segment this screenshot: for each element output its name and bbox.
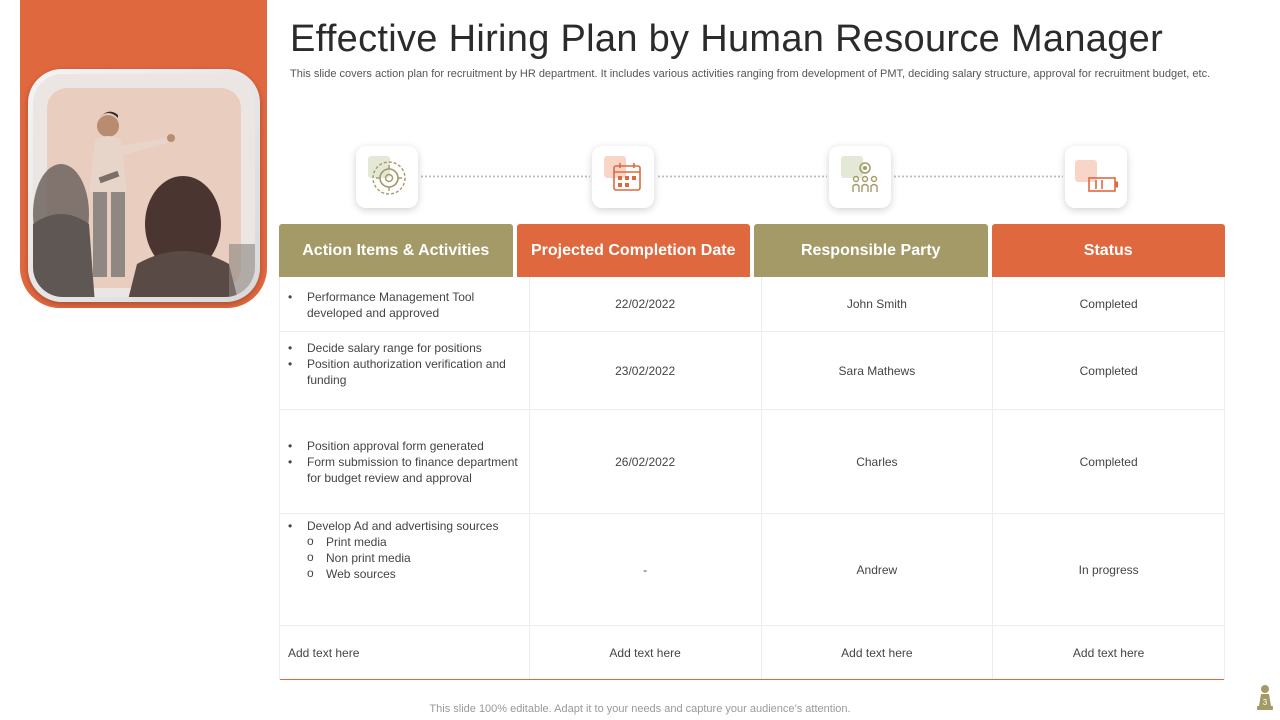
table-row: [280, 410, 1224, 514]
status-cell: Add text here: [1072, 645, 1145, 660]
icon-tile-party: [829, 146, 891, 208]
action-cell: Add text here: [280, 626, 530, 679]
action-sub-bullet: o Non print media: [307, 550, 498, 566]
table-body: [279, 277, 1225, 680]
table-row: [280, 332, 1224, 410]
table-row: [280, 514, 1224, 626]
action-cell: [280, 332, 530, 409]
icon-tile-date: [592, 146, 654, 208]
party-cell: Add text here: [762, 626, 994, 679]
page-title: Effective Hiring Plan by Human Resource Manager: [290, 18, 1164, 60]
action-cell: [280, 514, 530, 625]
date-cell: Add text here: [530, 626, 762, 679]
action-bullet: • Form submission to finance department for budget review and approval: [288, 454, 519, 486]
date-cell: -: [530, 514, 762, 625]
party-cell: John Smith: [762, 277, 994, 331]
date-cell: 22/02/2022: [530, 277, 762, 331]
header-status: Status: [992, 224, 1226, 277]
icon-tile-status: [1065, 146, 1127, 208]
connector-line: [893, 175, 1063, 178]
header-completion-date: Projected Completion Date: [517, 224, 751, 277]
date-cell: 26/02/2022: [530, 410, 762, 513]
action-bullet: • Performance Management Tool developed and approved: [288, 289, 519, 321]
action-bullet: • Develop Ad and advertising sources: [288, 518, 498, 534]
header-action-items: Action Items & Activities: [279, 224, 513, 277]
status-cell: Completed: [1079, 454, 1138, 469]
table-row: [280, 277, 1224, 332]
table-header-row: [279, 224, 1225, 277]
page-number: 3: [1262, 698, 1268, 707]
team-gear-icon: [829, 146, 891, 208]
presenter-photo: [33, 74, 255, 297]
date-cell: 23/02/2022: [530, 332, 762, 409]
party-cell: Andrew: [762, 514, 994, 625]
status-cell: In progress: [1078, 562, 1139, 577]
connector-line: [657, 175, 827, 178]
page-number-badge: [1255, 683, 1275, 711]
action-cell: [280, 410, 530, 513]
calendar-icon: [592, 146, 654, 208]
action-bullet: • Position authorization verification and funding: [288, 356, 519, 388]
action-bullet: • Position approval form generated: [288, 438, 519, 454]
party-cell: Charles: [762, 410, 994, 513]
flower-icon: [356, 146, 418, 208]
party-cell: Sara Mathews: [762, 332, 994, 409]
icon-tile-action: [356, 146, 418, 208]
page-subtitle: This slide covers action plan for recruitment by HR department. It includes various activities ranging from development of PMT, deciding salary structure, approval for recruitment budget, etc.: [290, 68, 1211, 80]
header-responsible-party: Responsible Party: [754, 224, 988, 277]
chess-pawn-icon: [1255, 683, 1275, 711]
battery-icon: [1065, 146, 1127, 208]
action-sub-bullet: o Print media: [307, 534, 498, 550]
action-cell: [280, 277, 530, 331]
table-row: [280, 626, 1224, 680]
status-cell: Completed: [1079, 297, 1138, 311]
action-sub-bullet: o Web sources: [307, 566, 498, 582]
status-cell: Completed: [1079, 363, 1138, 378]
connector-line: [420, 175, 590, 178]
action-bullet: • Decide salary range for positions: [288, 340, 519, 356]
hiring-plan-table: [279, 224, 1225, 680]
footer-note: This slide 100% editable. Adapt it to your needs and capture your audience’s attention.: [429, 703, 851, 715]
